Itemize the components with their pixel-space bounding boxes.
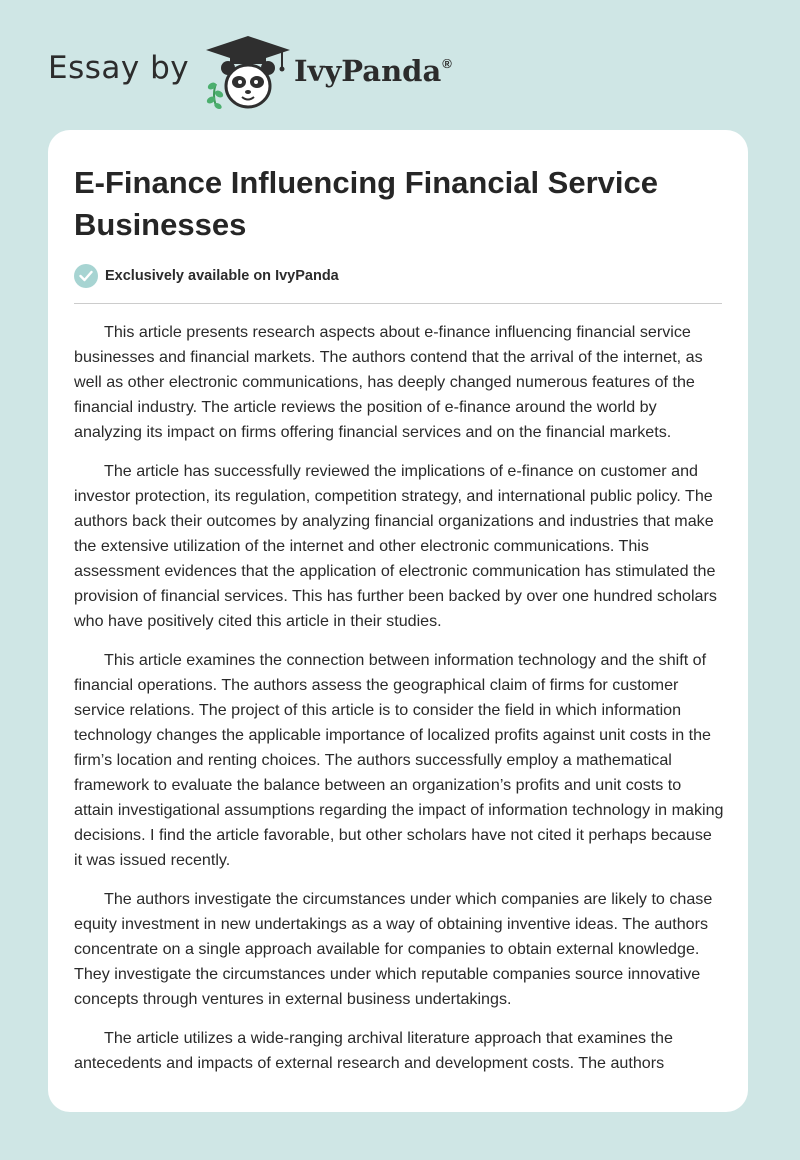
paragraph: This article presents research aspects about e-finance influencing financial service businesses and financial markets. The authors contend that the arrival of the internet, as well as other electronic communications, has deeply changed numerous features of the financial industry. The article reviews the position of e-finance around the world by analyzing its impact on firms offering financial services and on the financial markets. (74, 323, 703, 441)
essay-by-label: Essay by (48, 50, 190, 86)
page-title: E-Finance Influencing Financial Service Businesses (74, 165, 658, 242)
divider (74, 303, 722, 304)
exclusive-badge (74, 263, 339, 289)
exclusive-label: Exclusively available on IvyPanda (105, 268, 339, 284)
essay-card (48, 130, 748, 1112)
registered-mark: ® (442, 56, 452, 71)
paragraph: The authors investigate the circumstances under which companies are likely to chase equity investment in new undertakings as a way of obtaining inventive ideas. The authors concentrate on a single approach available for companies to obtain external knowledge. They investigate the circumstances under which reputable companies source innovative concepts through ventures in external business undertakings. (74, 890, 713, 1008)
check-icon (74, 264, 98, 288)
brand-text: IvyPanda (294, 54, 442, 88)
essay-body (74, 320, 724, 1090)
panda-graduate-icon[interactable] (202, 34, 294, 112)
paragraph: The article has successfully reviewed the implications of e-finance on customer and investor protection, its regulation, competition strategy, and international public policy. The authors back their outcomes by analyzing financial organizations and industries that make the extensive utilization of the internet and other electronic communications. This assessment evidences that the application of electronic communication has stimulated the provision of financial services. This has further been backed by over one hundred scholars who have positively cited this article in their studies. (74, 462, 717, 630)
paragraph: This article examines the connection between information technology and the shift of financial operations. The authors assess the geographical claim of firms for customer service relations. The project of this article is to consider the field in which information technology changes the applicable importance of localized profits against unit costs in the firm’s location and renting choices. The authors successfully employ a mathematical framework to evaluate the balance between an organization’s profits and unit costs to attain investigational assumptions regarding the impact of information technology in making decisions. I find the article favorable, but other scholars have not cited it perhaps because it was issued recently. (74, 651, 724, 869)
site-header (48, 30, 508, 110)
brand-name[interactable] (294, 54, 451, 88)
paragraph: The article utilizes a wide-ranging archival literature approach that examines the antecedents and impacts of external research and development costs. The authors (74, 1029, 673, 1072)
